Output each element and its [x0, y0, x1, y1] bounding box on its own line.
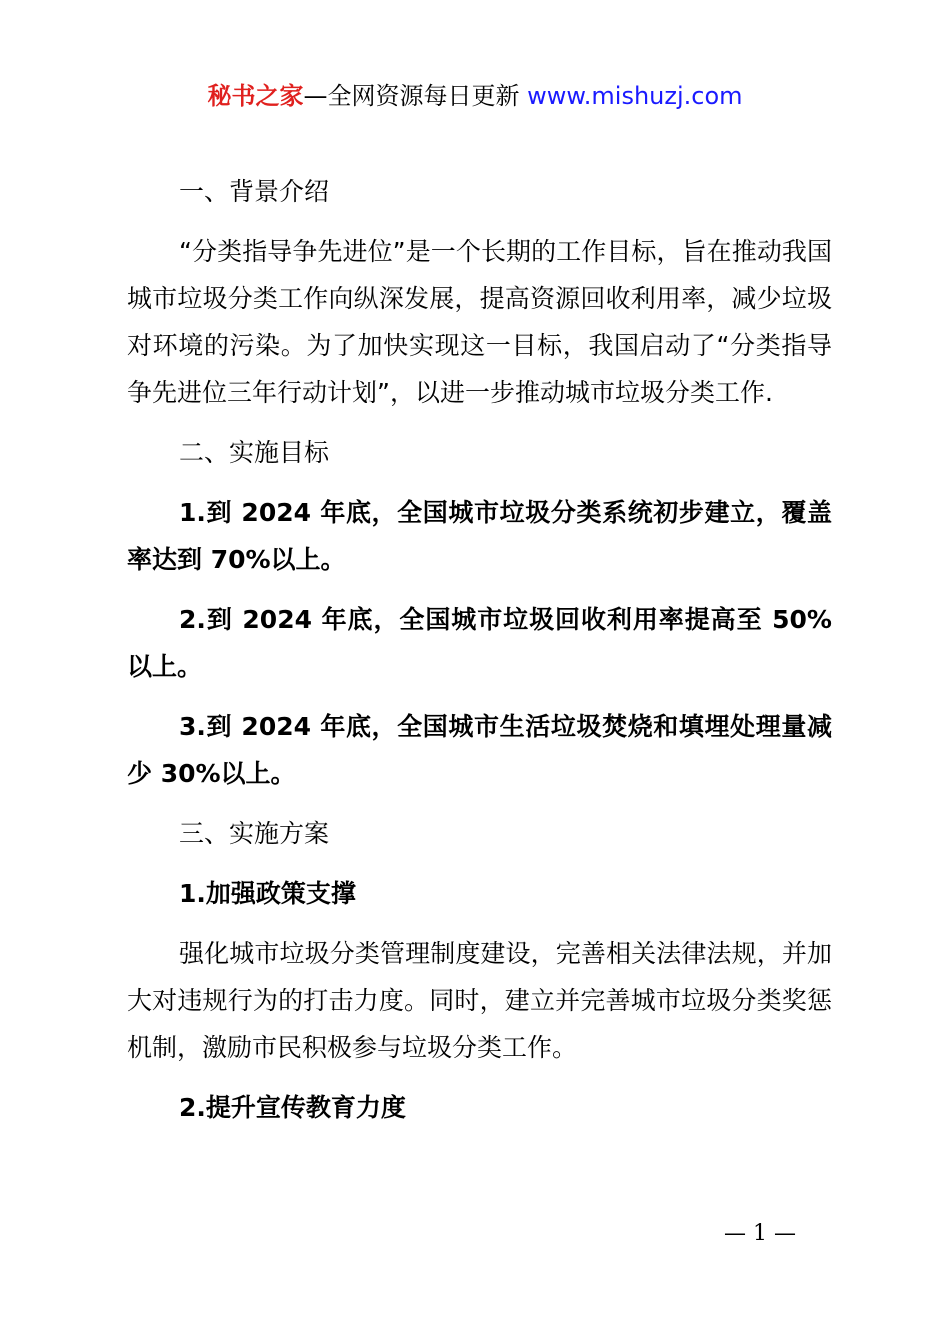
section-heading-background: 一、背景介绍	[179, 177, 330, 206]
page-number: — 1 —	[724, 1221, 796, 1246]
section-heading-goals: 二、实施目标	[179, 438, 330, 467]
plan-subheading-1: 1.加强政策支撑	[179, 879, 356, 908]
goal-item-2: 2.到 2024 年底，全国城市垃圾回收利用率提高至 50%以上。	[127, 605, 832, 681]
plan-subheading-2: 2.提升宣传教育力度	[179, 1093, 406, 1122]
site-tagline: —全网资源每日更新	[303, 82, 520, 110]
site-url-link[interactable]: www.mishuzj.com	[519, 82, 743, 110]
plan-paragraph-1: 强化城市垃圾分类管理制度建设，完善相关法律法规，并加大对违规行为的打击力度。同时，建立并完善城市垃圾分类奖惩机制，激励市民积极参与垃圾分类工作。	[127, 939, 832, 1062]
site-header	[0, 80, 950, 112]
goal-item-3: 3.到 2024 年底，全国城市生活垃圾焚烧和填埋处理量减少 30%以上。	[127, 712, 832, 788]
section-heading-plan: 三、实施方案	[179, 819, 330, 848]
goal-item-1: 1.到 2024 年底，全国城市垃圾分类系统初步建立，覆盖率达到 70%以上。	[127, 498, 832, 574]
site-brand: 秘书之家	[207, 82, 304, 110]
background-paragraph: “分类指导争先进位”是一个长期的工作目标，旨在推动我国城市垃圾分类工作向纵深发展，提高资源回收利用率，减少垃圾对环境的污染。为了加快实现这一目标，我国启动了“分类指导争先进位三年行动计划”，以进一步推动城市垃圾分类工作.	[127, 237, 832, 407]
document-body	[127, 168, 832, 1144]
